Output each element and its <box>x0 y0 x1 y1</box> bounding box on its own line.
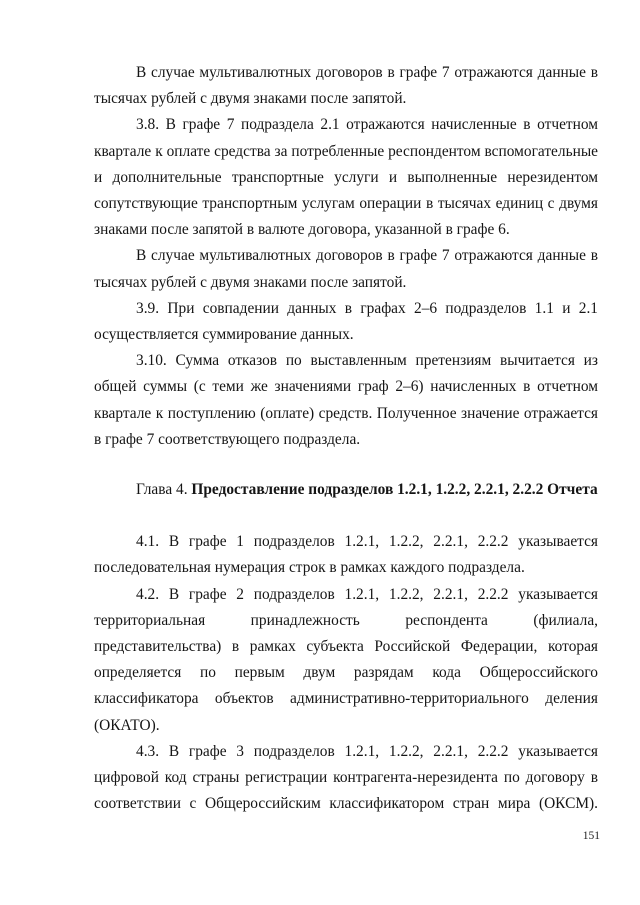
paragraph-4-2: 4.2. В графе 2 подразделов 1.2.1, 1.2.2, 2.2.1, 2.2.2 указывается территориальная принадлежность респондента (филиала, представительства) в рамках субъекта Российской Федерации, которая определяется по первым двум разрядам кода Общероссийского классификатора объектов административно-территориального деления (ОКАТО). <box>94 585 598 734</box>
paragraph-3-8: 3.8. В графе 7 подраздела 2.1 отражаются начисленные в отчетном квартале к оплате средства за потребленные респондентом вспомогательные и дополнительные транспортные услуги и выполненные нерезидентом сопутствующие транспортным услугам операции в тысячах единиц с двумя знаками после запятой в валюте договора, указанной в графе 6. <box>94 116 598 239</box>
paragraph-4-1: 4.1. В графе 1 подразделов 1.2.1, 1.2.2, 2.2.1, 2.2.2 указывается последовательная нумерация строк в рамках каждого подраздела. <box>94 533 598 577</box>
paragraph-multicurrency-2: В случае мультивалютных договоров в графе 7 отражаются данные в тысячах рублей с двумя знаками после запятой. <box>94 247 598 291</box>
text-column <box>94 60 598 817</box>
paragraph-3-9: 3.9. При совпадении данных в графах 2–6 подразделов 1.1 и 2.1 осуществляется суммирование данных. <box>94 299 598 344</box>
chapter-heading <box>94 453 598 529</box>
paragraph-4-3: 4.3. В графе 3 подразделов 1.2.1, 1.2.2, 2.2.1, 2.2.2 указывается цифровой код страны регистрации контрагента-нерезидента по договору в соответствии с Общероссийским классификатором стран мира (ОКСМ). <box>94 742 598 813</box>
chapter-title: Предоставление подразделов 1.2.1, 1.2.2, 2.2.1, 2.2.2 Отчета <box>191 481 598 499</box>
paragraph-3-10: 3.10. Сумма отказов по выставленным претензиям вычитается из общей суммы (с теми же значениями граф 2–6) начисленных в отчетном квартале к поступлению (оплате) средств. Полученное значение отражается в графе 7 соответствующего подраздела. <box>94 352 598 448</box>
page-number: 151 <box>582 830 600 842</box>
paragraph-multicurrency-1: В случае мультивалютных договоров в графе 7 отражаются данные в тысячах рублей с двумя знаками после запятой. <box>94 64 598 108</box>
chapter-prefix: Глава 4. <box>136 481 188 499</box>
